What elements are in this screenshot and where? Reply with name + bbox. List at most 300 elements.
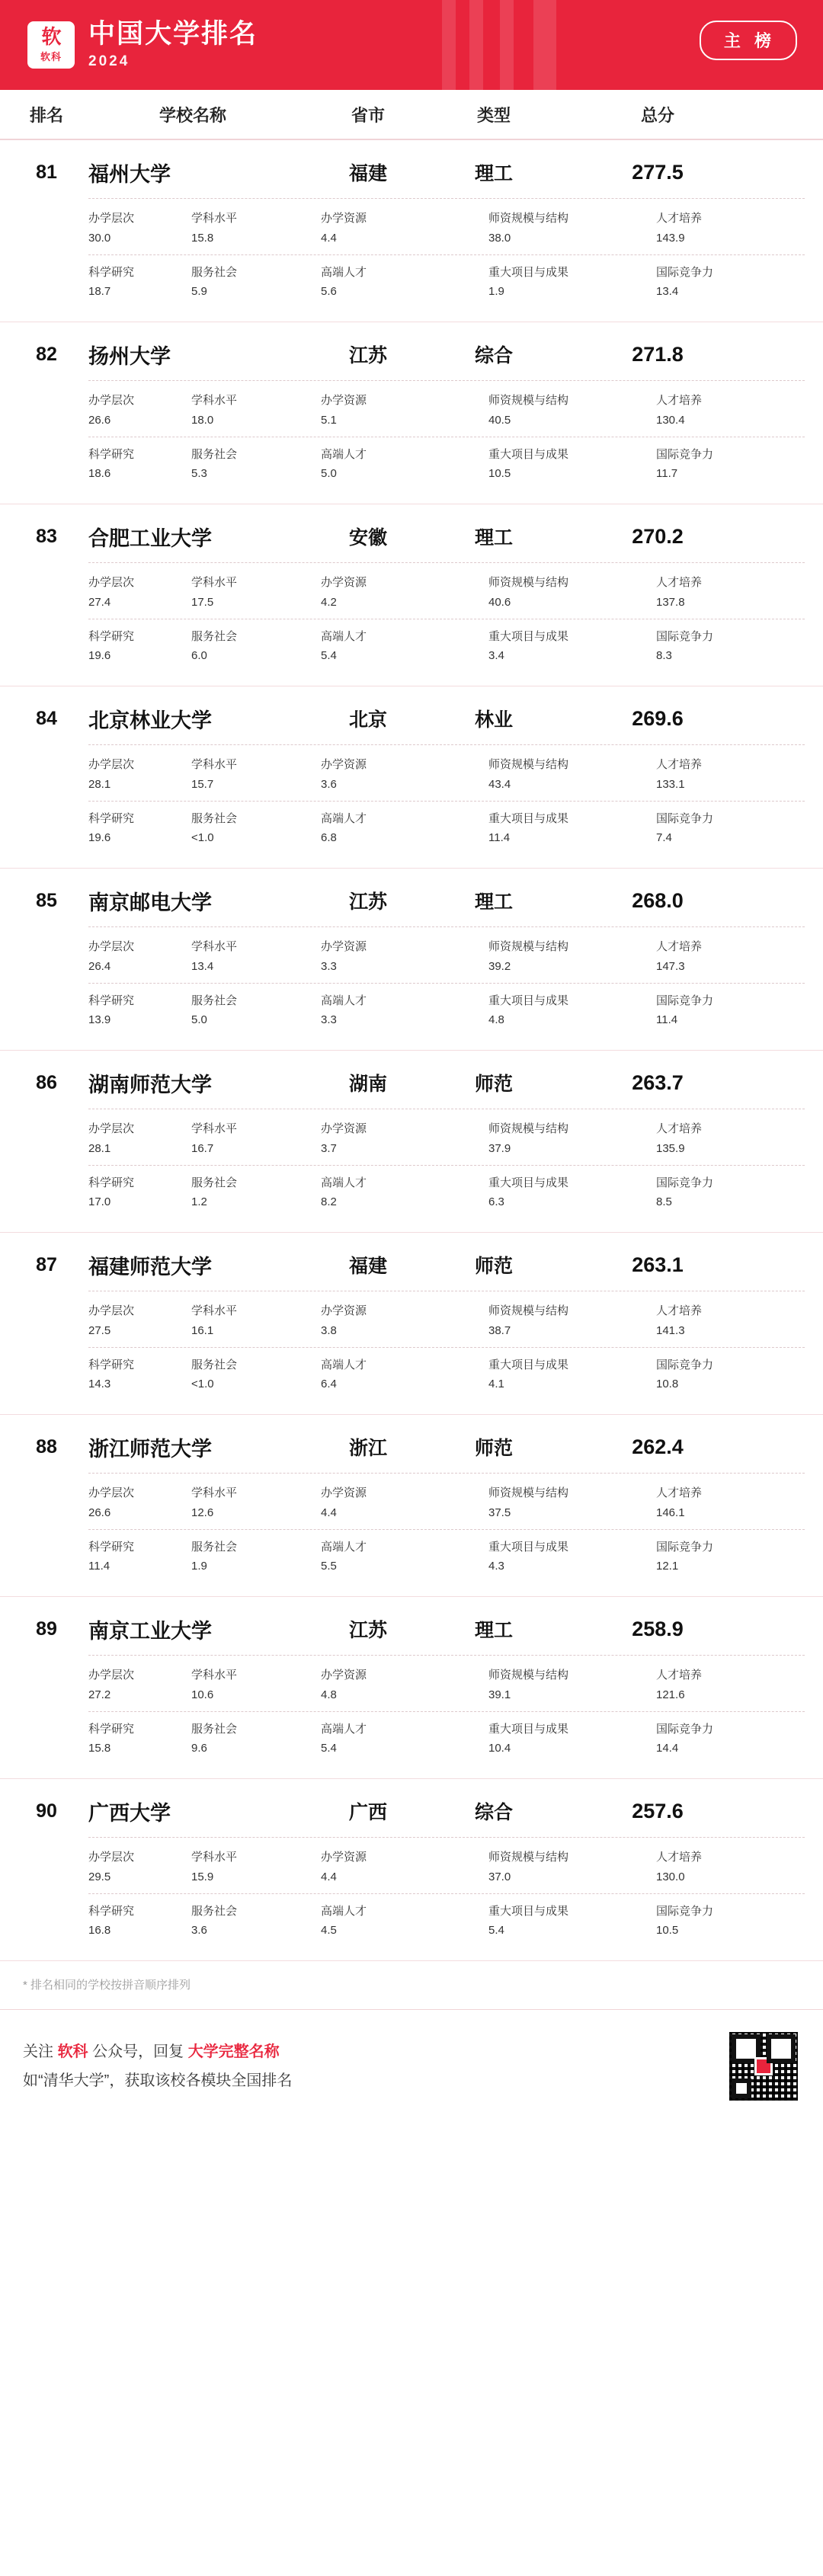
table-row[interactable] [0,1415,823,1597]
metric-label: 办学层次 [88,1851,135,1864]
metric-value: 121.6 [656,1688,685,1701]
metric-value: 26.6 [88,1506,111,1519]
metric-value: 10.8 [656,1378,679,1390]
metric-value: <1.0 [191,1378,214,1390]
qr-center-logo-icon [754,2057,773,2075]
table-row[interactable] [0,322,823,504]
metric-m3b [321,1539,488,1576]
metric-m2b [191,1903,321,1941]
metric-label: 重大项目与成果 [488,811,569,825]
metric-value: 141.3 [656,1323,685,1337]
cell-university-name[interactable]: 南京工业大学 [88,1619,212,1643]
metric-value: 146.1 [656,1506,685,1519]
metric-value: 27.5 [88,1323,111,1337]
metric-m3b [321,264,488,302]
metric-label: 高端人才 [321,1358,367,1371]
metric-label: 服务社会 [191,811,238,825]
metric-m2b [191,993,321,1030]
metric-m2a [191,1849,321,1886]
metric-line [88,1665,805,1711]
metric-value: 28.1 [88,1141,111,1155]
header-decoration [434,0,663,90]
metric-label: 重大项目与成果 [488,447,569,461]
metric-label: 学科水平 [191,1669,238,1682]
metric-m1a [88,392,191,430]
metric-line [88,1301,805,1347]
metric-label: 服务社会 [191,1176,238,1189]
metric-m5b [656,1721,770,1758]
softscience-logo [27,21,75,69]
metric-label: 办学资源 [321,758,367,771]
metric-label: 师资规模与结构 [488,394,569,407]
metric-label: 办学层次 [88,758,135,771]
metric-m2b [191,629,321,666]
metric-m3b [321,446,488,484]
cell-province: 湖南 [348,1074,387,1095]
metric-m5a [656,1121,770,1158]
metric-value: 26.4 [88,959,111,973]
metric-m2a [191,1485,321,1522]
metric-label: 办学层次 [88,1122,135,1135]
cell-rank: 88 [36,1435,57,1458]
metric-label: 办学层次 [88,1669,135,1682]
metric-label: 重大项目与成果 [488,1722,569,1736]
metric-m1a [88,757,191,794]
page-header [0,0,823,90]
metric-m2a [191,939,321,976]
metric-value: 14.4 [656,1742,679,1755]
cell-province: 北京 [348,709,387,731]
metric-label: 师资规模与结构 [488,1486,569,1499]
metric-line [88,572,805,619]
metric-value: 16.1 [191,1323,214,1337]
metric-m4b [488,1175,656,1212]
metric-m1a [88,210,191,248]
cell-university-name[interactable]: 南京邮电大学 [88,891,212,914]
metric-label: 科学研究 [88,1358,135,1371]
cell-rank: 83 [36,525,57,547]
metric-value: 137.8 [656,595,685,609]
footer-text-block [23,2037,727,2095]
metric-m2a [191,574,321,612]
metric-m3a [321,392,488,430]
metric-value: 40.5 [488,413,511,427]
metric-label: 学科水平 [191,576,238,589]
metric-m3a [321,939,488,976]
metric-value: 6.4 [321,1378,337,1390]
metric-label: 办学资源 [321,576,367,589]
metric-value: 3.3 [321,959,337,973]
metric-m4a [488,939,656,976]
metric-m4b [488,993,656,1030]
metric-value: 5.1 [321,413,337,427]
row-summary [18,1791,805,1831]
cell-rank: 84 [36,707,57,729]
cell-university-name[interactable]: 湖南师范大学 [88,1073,212,1096]
table-row[interactable] [0,1051,823,1233]
metric-m5b [656,811,770,848]
metric-value: 5.4 [488,1924,504,1937]
metric-value: 1.2 [191,1195,207,1208]
metric-m2a [191,1667,321,1704]
metric-m4b [488,811,656,848]
metric-m1a [88,1849,191,1886]
metric-line [88,1529,805,1583]
metric-m5b [656,1903,770,1941]
metric-label: 服务社会 [191,265,238,279]
metric-m5a [656,939,770,976]
row-metrics [88,1837,805,1947]
metric-m1b [88,1357,191,1394]
metric-label: 办学资源 [321,1486,367,1499]
cell-total-score: 263.7 [632,1070,684,1094]
metric-m2a [191,1303,321,1340]
metric-value: 29.5 [88,1870,111,1883]
metric-line [88,619,805,673]
metric-value: 1.9 [488,285,504,298]
metric-m3b [321,1175,488,1212]
metric-label: 高端人才 [321,1540,367,1554]
row-metrics [88,744,805,854]
table-row[interactable] [0,1597,823,1779]
row-summary [18,1063,805,1102]
cell-rank: 86 [36,1071,57,1093]
metric-label: 人才培养 [656,1304,703,1317]
page-footer [0,2010,823,2124]
cell-university-name[interactable]: 浙江师范大学 [88,1437,212,1461]
cell-province: 江苏 [348,345,387,366]
qr-code-icon[interactable] [727,2030,800,2103]
metric-value: 27.4 [88,595,111,609]
metric-m2b [191,1175,321,1212]
row-metrics [88,1473,805,1582]
metric-m4a [488,1485,656,1522]
metric-m2a [191,392,321,430]
cell-total-score: 262.4 [632,1435,684,1458]
metric-value: 6.3 [488,1195,504,1208]
metric-value: 17.5 [191,595,214,609]
cell-type: 师范 [474,1074,513,1095]
metric-value: 8.3 [656,649,672,662]
metric-value: 13.4 [656,285,679,298]
metric-value: 135.9 [656,1141,685,1155]
footer-line-2 [23,2066,727,2095]
metric-line [88,754,805,801]
metric-label: 重大项目与成果 [488,994,569,1007]
metric-value: 19.6 [88,649,111,662]
cell-province: 福建 [348,163,387,184]
metric-label: 办学层次 [88,1304,135,1317]
metric-value: 147.3 [656,959,685,973]
cell-rank: 87 [36,1253,57,1275]
metric-m3a [321,1485,488,1522]
cell-total-score: 277.5 [632,160,684,184]
cell-university-name[interactable]: 福建师范大学 [88,1255,212,1278]
metric-value: 4.4 [321,231,337,245]
metric-value: 30.0 [88,231,111,245]
metric-label: 科学研究 [88,629,135,643]
metric-line [88,801,805,855]
metric-m1a [88,1303,191,1340]
metric-m4b [488,1357,656,1394]
metric-value: 5.0 [191,1013,207,1026]
metric-label: 高端人才 [321,447,367,461]
metric-value: 133.1 [656,777,685,791]
metric-label: 学科水平 [191,758,238,771]
metric-label: 人才培养 [656,394,703,407]
row-summary [18,881,805,920]
metric-label: 重大项目与成果 [488,265,569,279]
metric-m5a [656,1849,770,1886]
table-row[interactable] [0,504,823,686]
metric-label: 服务社会 [191,447,238,461]
metric-m5a [656,1485,770,1522]
metric-value: 4.4 [321,1506,337,1519]
metric-m3b [321,811,488,848]
metric-value: 27.2 [88,1688,111,1701]
row-summary [18,1609,805,1649]
metric-value: 13.9 [88,1013,111,1026]
metric-label: 科学研究 [88,1540,135,1554]
metric-label: 高端人才 [321,994,367,1007]
table-row[interactable] [0,869,823,1051]
row-metrics [88,1291,805,1400]
column-header-name: 学校名称 [159,105,226,125]
metric-value: 143.9 [656,231,685,245]
metric-m3a [321,574,488,612]
metric-label: 科学研究 [88,994,135,1007]
metric-label: 高端人才 [321,811,367,825]
metric-m1a [88,939,191,976]
metric-label: 国际竞争力 [656,1176,714,1189]
metric-label: 学科水平 [191,1304,238,1317]
metric-label: 高端人才 [321,1176,367,1189]
cell-type: 理工 [474,891,513,913]
metric-value: 15.8 [88,1742,111,1755]
logo-label: 软科 [40,51,62,62]
page-year: 2024 [88,53,130,70]
metric-m3b [321,993,488,1030]
metric-value: 19.6 [88,831,111,844]
metric-label: 国际竞争力 [656,1904,714,1918]
metric-m4a [488,1849,656,1886]
metric-value: 11.4 [488,831,511,844]
metric-label: 师资规模与结构 [488,758,569,771]
metric-m4a [488,1121,656,1158]
cell-province: 广西 [348,1802,387,1823]
cell-type: 师范 [474,1438,513,1459]
metric-value: 16.8 [88,1924,111,1937]
metric-value: 3.6 [321,777,337,791]
qr-corner-icon [732,2078,751,2098]
cell-university-name[interactable]: 扬州大学 [88,344,171,368]
metric-label: 人才培养 [656,758,703,771]
metric-value: 5.4 [321,649,337,662]
metric-m4a [488,1303,656,1340]
metric-m4b [488,264,656,302]
table-body [0,140,823,1961]
metric-value: 18.6 [88,467,111,480]
metric-m2a [191,210,321,248]
table-row[interactable] [0,1779,823,1961]
metric-label: 办学资源 [321,1304,367,1317]
metric-value: 8.2 [321,1195,337,1208]
metric-label: 高端人才 [321,1722,367,1736]
metric-label: 科学研究 [88,1722,135,1736]
metric-value: 37.9 [488,1141,511,1155]
metric-value: 3.8 [321,1323,337,1337]
metric-line [88,437,805,491]
metric-label: 高端人才 [321,1904,367,1918]
metric-value: 38.0 [488,231,511,245]
metric-line [88,1711,805,1765]
row-summary [18,699,805,738]
cell-university-name[interactable]: 福州大学 [88,162,171,186]
metric-m5a [656,392,770,430]
metric-value: 43.4 [488,777,511,791]
metric-m3b [321,1721,488,1758]
metric-m4b [488,446,656,484]
cell-rank: 85 [36,889,57,911]
metric-value: 5.6 [321,285,337,298]
cell-rank: 82 [36,343,57,365]
metric-value: 15.7 [191,777,214,791]
metric-m5b [656,1539,770,1576]
metric-label: 高端人才 [321,629,367,643]
metric-m4b [488,1903,656,1941]
metric-m1b [88,993,191,1030]
cell-type: 综合 [474,1802,513,1823]
table-row[interactable] [0,1233,823,1415]
metric-value: 8.5 [656,1195,672,1208]
footer-brand-name: 软科 [57,2043,88,2060]
metric-label: 人才培养 [656,1122,703,1135]
metric-value: 10.5 [488,467,511,480]
metric-m1b [88,446,191,484]
metric-m2b [191,264,321,302]
column-header-province: 省市 [351,105,385,125]
cell-university-name[interactable]: 广西大学 [88,1801,171,1825]
metric-m1b [88,1539,191,1576]
metric-label: 学科水平 [191,940,238,953]
metric-label: 服务社会 [191,994,238,1007]
cell-type: 理工 [474,527,513,549]
logo-glyph: 软 [41,25,61,48]
metric-value: 37.5 [488,1506,511,1519]
metric-value: 10.6 [191,1688,214,1701]
metric-label: 学科水平 [191,1122,238,1135]
row-metrics [88,380,805,490]
metric-label: 人才培养 [656,1851,703,1864]
metric-m2b [191,446,321,484]
metric-label: 人才培养 [656,940,703,953]
metric-value: 3.6 [191,1924,207,1937]
metric-value: 1.9 [191,1560,207,1573]
cell-total-score: 257.6 [632,1799,684,1822]
metric-m3b [321,1357,488,1394]
metric-label: 重大项目与成果 [488,1904,569,1918]
metric-label: 国际竞争力 [656,265,714,279]
metric-line [88,983,805,1037]
metric-label: 办学层次 [88,212,135,225]
metric-m1b [88,811,191,848]
metric-line [88,1483,805,1529]
metric-label: 科学研究 [88,1904,135,1918]
row-summary [18,517,805,556]
metric-label: 国际竞争力 [656,1358,714,1371]
metric-value: 6.0 [191,649,207,662]
metric-label: 学科水平 [191,1851,238,1864]
metric-value: 6.8 [321,831,337,844]
metric-m5a [656,1667,770,1704]
cell-university-name[interactable]: 合肥工业大学 [88,526,212,550]
footer-reply-label: 公众号，回复 [92,2043,184,2060]
metric-line [88,1165,805,1219]
cell-total-score: 270.2 [632,524,684,548]
cell-total-score: 269.6 [632,706,684,730]
metric-label: 办学资源 [321,394,367,407]
table-row[interactable] [0,686,823,869]
metric-line [88,1118,805,1165]
metric-value: 5.0 [321,467,337,480]
metric-value: 5.4 [321,1742,337,1755]
metric-m5a [656,574,770,612]
metric-m5b [656,446,770,484]
metric-label: 高端人才 [321,265,367,279]
footer-line-1 [23,2037,727,2066]
metric-m2a [191,757,321,794]
cell-university-name[interactable]: 北京林业大学 [88,709,212,732]
metric-m3a [321,210,488,248]
metric-value: 18.0 [191,413,214,427]
row-summary [18,152,805,192]
metric-value: 4.4 [321,1870,337,1883]
metric-label: 国际竞争力 [656,629,714,643]
column-header-rank: 排名 [29,105,63,125]
cell-rank: 81 [36,161,57,183]
cell-total-score: 263.1 [632,1253,684,1276]
metric-value: 10.5 [656,1924,679,1937]
metric-m5a [656,1303,770,1340]
metric-m3a [321,1849,488,1886]
row-metrics [88,1109,805,1218]
metric-label: 重大项目与成果 [488,629,569,643]
metric-label: 师资规模与结构 [488,1122,569,1135]
metric-label: 服务社会 [191,1358,238,1371]
metric-m2a [191,1121,321,1158]
table-row[interactable] [0,140,823,322]
metric-m1a [88,574,191,612]
metric-value: 18.7 [88,285,111,298]
metric-value: 3.3 [321,1013,337,1026]
metric-value: <1.0 [191,831,214,844]
metric-value: 130.0 [656,1870,685,1883]
metric-m3a [321,1121,488,1158]
metric-label: 办学层次 [88,576,135,589]
footnote: * 排名相同的学校按拼音顺序排列 [0,1961,823,2010]
metric-value: 28.1 [88,777,111,791]
page-title: 中国大学排名 [88,18,258,49]
metric-label: 科学研究 [88,447,135,461]
metric-label: 学科水平 [191,1486,238,1499]
metric-label: 师资规模与结构 [488,212,569,225]
metric-value: 7.4 [656,831,672,844]
metric-label: 办学资源 [321,212,367,225]
metric-label: 师资规模与结构 [488,1851,569,1864]
cell-total-score: 271.8 [632,342,684,366]
metric-label: 师资规模与结构 [488,940,569,953]
metric-m2b [191,1357,321,1394]
